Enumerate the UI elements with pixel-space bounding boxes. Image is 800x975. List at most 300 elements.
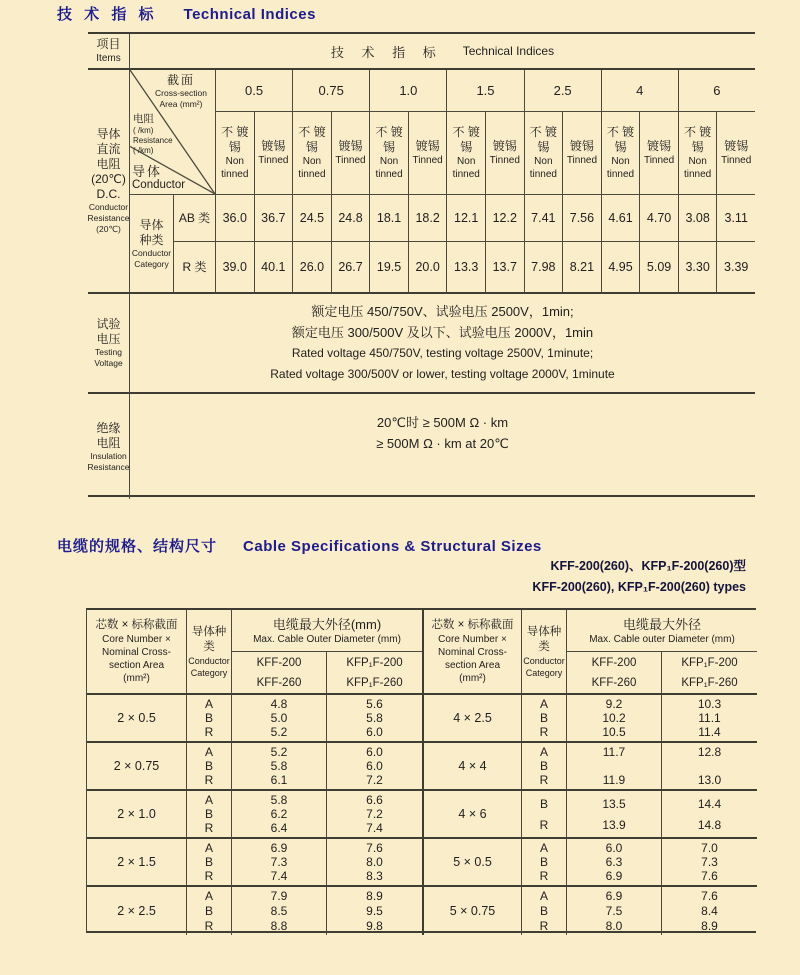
value-line: 8.4: [701, 903, 718, 918]
text-line: 锡: [383, 140, 396, 154]
text-line: 不 镀: [375, 125, 403, 139]
tinning-header: [408, 112, 447, 195]
value-line: B: [204, 855, 213, 869]
value-line: 8.3: [366, 869, 383, 883]
text-line: 导体: [139, 217, 164, 232]
resistance-value: 3.39: [716, 242, 755, 294]
text-line: 锡: [460, 140, 473, 154]
text-line: 类: [203, 640, 215, 653]
value-line: 6.0: [605, 841, 623, 855]
category-values: [522, 887, 567, 935]
text-line: tinned: [684, 169, 712, 180]
dc-resistance-label-cell: [88, 70, 130, 294]
text-line: 芯数 × 标称截面: [95, 619, 178, 631]
text-line: ≥ 500M Ω · km at 20℃: [376, 435, 509, 451]
value-line: 9.5: [366, 903, 383, 918]
resistance-value: 24.5: [292, 195, 331, 242]
testing-voltage-label-cjk: [96, 317, 120, 347]
text-line: Core Number ×: [438, 634, 507, 645]
value-line: 7.3: [701, 855, 718, 869]
value-line: 6.9: [270, 841, 288, 855]
kfp-values: [327, 839, 422, 887]
kfp-values: [662, 791, 757, 839]
kff-values: [232, 791, 327, 839]
text-line: (mm²): [459, 673, 486, 684]
text-line: Nominal Cross-: [438, 647, 507, 658]
kff-values: [567, 839, 662, 887]
types-line-en: KFF-200(260), KFP₁F-200(260) types: [532, 580, 746, 594]
items-label-cjk: [96, 37, 120, 52]
tinning-header: [292, 112, 331, 195]
value-line: 5.2: [270, 745, 288, 759]
insulation-label-en: [87, 451, 129, 473]
text-line: Tinned: [566, 155, 598, 166]
technical-indices-table: [88, 32, 755, 497]
value-line: 11.4: [698, 725, 721, 739]
size-cell: 2 × 0.75: [87, 743, 187, 791]
text-line: Conductor: [188, 655, 230, 666]
text-line: 锡: [691, 140, 704, 154]
insulation-content-cell: [130, 394, 755, 499]
text-line: ( /km): [133, 146, 154, 155]
insulation-lines: [376, 412, 509, 454]
text-line: 额定电压 450/750V、试验电压 2500V，1min;: [311, 304, 574, 319]
value-line: [662, 759, 757, 773]
text-line: Tinned: [489, 155, 520, 166]
value-line: 7.3: [270, 855, 288, 869]
text-line: Items: [96, 53, 121, 64]
dc-resistance-label-cjk: [91, 127, 126, 202]
value-line: 5.8: [270, 793, 288, 807]
value-line: 8.5: [270, 903, 288, 918]
value-line: 4.8: [270, 697, 288, 711]
text-line: Cross-section: [155, 88, 207, 98]
tinning-header: [524, 112, 563, 195]
text-line: 额定电压 300/500V 及以下、试验电压 2000V，1min: [291, 325, 594, 340]
value-line: 8.9: [366, 889, 383, 904]
text-line: 不 镀: [298, 125, 326, 139]
size-cell: 5 × 0.75: [422, 887, 522, 935]
core-size-header: [422, 610, 522, 695]
kfp-column-header: [662, 652, 757, 695]
text-line: KFF-260: [256, 676, 302, 689]
text-line: Nominal Cross-: [102, 647, 171, 658]
cross-section-header: 1.0: [369, 70, 446, 112]
text-line: (20℃): [91, 172, 126, 186]
text-line: Category: [190, 667, 228, 678]
resistance-diagonal-label: [133, 113, 173, 156]
text-line: 试验: [96, 317, 121, 331]
value-line: 5.8: [366, 711, 383, 725]
value-line: 7.6: [701, 889, 718, 904]
value-line: 10.2: [602, 711, 626, 725]
size-cell: 5 × 0.5: [422, 839, 522, 887]
testing-voltage-en-lines: [270, 343, 614, 385]
text-line: Non: [302, 156, 322, 167]
kff-values: [567, 887, 662, 935]
text-line: KFF-200: [256, 656, 302, 669]
kff-values: [232, 839, 327, 887]
section-title-technical-indices: [57, 3, 316, 24]
size-cell: 2 × 2.5: [87, 887, 187, 935]
kff-column-header: [232, 652, 327, 695]
resistance-value: 26.0: [292, 242, 331, 294]
size-cell: 4 × 2.5: [422, 695, 522, 743]
text-line: tinned: [606, 169, 635, 180]
value-line: R: [204, 725, 214, 739]
conductor-class-label: R 类: [173, 242, 215, 294]
value-line: A: [204, 697, 213, 711]
kff-values: [232, 695, 327, 743]
kfp-values: [327, 743, 422, 791]
resistance-value: 18.1: [369, 195, 408, 242]
tinning-header: [485, 112, 524, 195]
size-cell: 2 × 0.5: [87, 695, 187, 743]
cable-sizes-table: [86, 608, 756, 933]
items-header-cell: [88, 34, 130, 70]
text-line: Non: [688, 156, 707, 167]
text-line: 不 镀: [221, 125, 249, 139]
value-line: 13.9: [602, 817, 626, 832]
value-line: [567, 759, 661, 773]
value-line: A: [204, 745, 213, 759]
text-line: KFP₁F-200: [346, 656, 403, 669]
text-line: Conductor: [131, 247, 172, 258]
tinning-header: [446, 112, 485, 195]
category-header: [187, 610, 232, 695]
text-line: 绝缘: [96, 420, 121, 435]
text-line: 项目: [96, 37, 121, 51]
text-line: Core Number ×: [102, 634, 171, 645]
value-line: A: [204, 793, 213, 807]
kfp-values: [327, 887, 422, 935]
kff-column-header: [567, 652, 662, 695]
resistance-value: 36.7: [254, 195, 293, 242]
resistance-value: 40.1: [254, 242, 293, 294]
tinning-header: [215, 112, 254, 195]
value-line: 7.0: [701, 841, 718, 855]
resistance-value: 4.95: [601, 242, 640, 294]
value-line: 6.2: [270, 807, 288, 821]
value-line: 14.8: [697, 817, 722, 832]
text-line: KFF-260: [591, 676, 637, 689]
value-line: 12.8: [697, 745, 722, 759]
text-line: Non: [534, 156, 553, 167]
value-line: 7.6: [366, 841, 383, 855]
value-line: B: [204, 711, 213, 725]
text-line: 截面: [166, 73, 195, 87]
kff-values: [232, 743, 327, 791]
category-values: [187, 695, 232, 743]
value-line: 8.9: [701, 918, 718, 933]
resistance-value: 13.3: [446, 242, 485, 294]
text-line: Rated voltage 450/750V, testing voltage 2500V, 1minute;: [291, 346, 594, 360]
text-line: 电缆最大外径(mm): [272, 616, 382, 632]
text-line: KFP₁F-200: [681, 656, 738, 669]
resistance-value: 12.1: [446, 195, 485, 242]
resistance-value: 24.8: [331, 195, 370, 242]
resistance-value: 8.21: [562, 242, 601, 294]
value-line: R: [204, 869, 214, 883]
resistance-value: 4.70: [639, 195, 678, 242]
value-line: 11.9: [602, 773, 626, 787]
value-line: R: [539, 918, 549, 933]
resistance-value: 3.08: [678, 195, 717, 242]
text-line: KFP₁F-260: [346, 676, 403, 689]
kff-values: [567, 743, 662, 791]
text-line: ( /km): [133, 126, 154, 135]
resistance-value: 3.30: [678, 242, 717, 294]
value-line: 9.8: [366, 918, 383, 933]
value-line: B: [204, 903, 213, 918]
text-line: 镀锡: [724, 139, 749, 153]
tinning-header: [678, 112, 717, 195]
text-line: (mm²): [123, 673, 150, 684]
cross-section-header: 4: [601, 70, 678, 112]
text-line: 导体种: [191, 625, 227, 638]
value-line: 7.9: [270, 889, 288, 904]
value-line: B: [204, 759, 213, 773]
category-values: [187, 743, 232, 791]
category-values: [187, 839, 232, 887]
value-line: 6.0: [366, 759, 383, 773]
dc-resistance-label-en: [87, 202, 129, 235]
text-line: 镀锡: [415, 139, 440, 153]
cable-type-designations: [532, 556, 746, 598]
tinning-header: [601, 112, 640, 195]
value-line: B: [539, 855, 548, 869]
conductor-category-cjk: [139, 218, 163, 248]
conductor-diagonal-label: [132, 164, 185, 192]
value-line: B: [539, 711, 548, 725]
testing-voltage-content-cell: [130, 294, 755, 394]
category-values: [187, 791, 232, 839]
resistance-value: 5.09: [639, 242, 678, 294]
testing-voltage-label-cell: [88, 294, 130, 394]
resistance-value: 13.7: [485, 242, 524, 294]
resistance-value: 7.56: [562, 195, 601, 242]
text-line: 锡: [305, 140, 318, 154]
conductor-class-label: AB 类: [173, 195, 215, 242]
value-line: A: [539, 841, 548, 855]
value-line: 11.1: [698, 711, 721, 725]
resistance-value: 12.2: [485, 195, 524, 242]
value-line: 6.9: [605, 869, 623, 883]
text-line: 不 镀: [452, 125, 480, 139]
text-line: D.C.: [96, 187, 121, 201]
value-line: 10.5: [602, 725, 626, 739]
kfp-values: [662, 839, 757, 887]
section-title-en: Technical Indices: [183, 6, 316, 23]
kff-values: [567, 791, 662, 839]
text-line: 电阻: [96, 435, 121, 450]
value-line: R: [539, 725, 549, 739]
kfp-column-header: [327, 652, 422, 695]
cross-section-header: 1.5: [446, 70, 523, 112]
value-line: R: [539, 869, 549, 883]
resistance-value: 4.61: [601, 195, 640, 242]
text-line: 镀锡: [492, 139, 517, 153]
text-line: 直流: [96, 142, 121, 156]
kfp-values: [662, 695, 757, 743]
diagonal-header-cell: [130, 70, 215, 195]
size-cell: 4 × 6: [422, 791, 522, 839]
text-line: 导体种: [526, 625, 562, 638]
text-line: Conductor: [132, 179, 186, 191]
resistance-value: 39.0: [215, 242, 254, 294]
text-line: 不 镀: [529, 125, 558, 139]
text-line: 类: [538, 640, 550, 653]
insulation-resistance-label-cell: [88, 394, 130, 499]
value-line: 6.9: [605, 889, 623, 904]
text-line: tinned: [452, 169, 480, 180]
value-line: A: [539, 889, 548, 904]
kfp-values: [662, 887, 757, 935]
text-line: Non: [225, 156, 244, 167]
text-line: Resistance: [133, 136, 173, 145]
category-values: [522, 839, 567, 887]
text-line: Tinned: [412, 155, 443, 166]
text-line: Rated voltage 300/500V or lower, testing voltage 2000V, 1minute: [270, 367, 615, 381]
text-line: Voltage: [94, 358, 123, 368]
value-line: 6.0: [366, 725, 383, 739]
value-line: 5.8: [270, 759, 288, 773]
value-line: 6.3: [605, 855, 623, 869]
text-line: 电阻: [96, 157, 121, 171]
value-line: A: [539, 745, 548, 759]
value-line: 5.0: [270, 711, 288, 725]
value-line: A: [204, 841, 213, 855]
value-line: 7.2: [366, 807, 383, 821]
category-values: [522, 791, 567, 839]
text-line: 锡: [228, 140, 241, 154]
size-cell: 2 × 1.5: [87, 839, 187, 887]
kfp-values: [662, 743, 757, 791]
text-line: 不 镀: [606, 125, 635, 139]
value-line: 7.5: [605, 903, 623, 918]
testing-voltage-cjk-lines: [292, 301, 593, 343]
text-line: Max. Cable Outer Diameter (mm): [253, 633, 401, 645]
text-line: 镀锡: [569, 139, 594, 153]
value-line: B: [539, 759, 548, 773]
category-values: [522, 695, 567, 743]
cross-section-diagonal-label: [150, 73, 212, 109]
size-cell: 2 × 1.0: [87, 791, 187, 839]
text-line: Non: [611, 156, 630, 167]
text-line: Tinned: [335, 155, 366, 166]
items-label-en: [96, 52, 120, 65]
conductor-category-en: [132, 248, 171, 270]
value-line: 5.2: [270, 725, 288, 739]
value-line: 13.5: [602, 796, 626, 811]
value-line: 10.3: [697, 697, 722, 711]
text-line: 电压: [96, 332, 121, 346]
value-line: 9.2: [605, 697, 623, 711]
tinning-header: [716, 112, 755, 195]
section2-title-cjk: 电缆的规格、结构尺寸: [57, 538, 218, 555]
testing-voltage-label-en: [94, 347, 122, 369]
value-line: 8.0: [605, 918, 623, 933]
text-line: Category: [134, 258, 169, 269]
value-line: 7.2: [366, 773, 383, 787]
resistance-value: 3.11: [716, 195, 755, 242]
tinning-header: [369, 112, 408, 195]
text-line: Testing: [95, 347, 122, 357]
text-line: 20℃时 ≥ 500M Ω · km: [376, 414, 509, 430]
text-line: 芯数 × 标称截面: [431, 619, 514, 631]
value-line: 13.0: [697, 773, 722, 787]
diameter-header: [567, 610, 757, 652]
text-line: Category: [525, 667, 563, 678]
text-line: Non: [379, 156, 399, 167]
technical-indices-header-cell: [130, 34, 755, 70]
text-line: 镀锡: [647, 139, 672, 153]
text-line: 不 镀: [683, 125, 712, 139]
value-line: 6.4: [270, 821, 288, 835]
category-values: [522, 743, 567, 791]
diameter-header: [232, 610, 422, 652]
resistance-value: 19.5: [369, 242, 408, 294]
insulation-label-cjk: [96, 421, 120, 451]
kff-values: [232, 887, 327, 935]
text-line: 镀锡: [261, 139, 286, 153]
resistance-value: 7.41: [524, 195, 563, 242]
tinning-header: [639, 112, 678, 195]
resistance-value: 18.2: [408, 195, 447, 242]
tinning-header: [254, 112, 293, 195]
text-line: tinned: [221, 169, 249, 180]
resistance-value: 26.7: [331, 242, 370, 294]
value-line: B: [539, 796, 548, 811]
category-values: [187, 887, 232, 935]
text-line: 镀锡: [338, 139, 363, 153]
value-line: 5.6: [366, 697, 383, 711]
value-line: B: [204, 807, 213, 821]
cross-section-header: 0.5: [215, 70, 292, 112]
text-line: Insulation: [90, 450, 127, 461]
value-line: 7.4: [366, 821, 383, 835]
size-cell: 4 × 4: [422, 743, 522, 791]
kfp-values: [327, 791, 422, 839]
text-line: section Area: [444, 660, 501, 671]
text-line: 电缆最大外径: [622, 616, 701, 632]
core-size-header: [87, 610, 187, 695]
text-line: Max. Cable outer Diameter (mm): [589, 633, 735, 645]
cross-section-header: 2.5: [524, 70, 601, 112]
text-line: 导体: [96, 127, 121, 141]
resistance-value: 20.0: [408, 242, 447, 294]
value-line: 6.6: [366, 793, 383, 807]
value-line: 8.8: [270, 918, 288, 933]
value-line: 14.4: [697, 796, 722, 811]
section2-title-en: Cable Specifications & Structural Sizes: [243, 538, 542, 555]
category-header: [522, 610, 567, 695]
text-line: 导体: [132, 164, 163, 179]
text-line: Non: [457, 156, 476, 167]
conductor-category-cell: [130, 195, 173, 294]
resistance-value: 36.0: [215, 195, 254, 242]
text-line: Tinned: [258, 155, 289, 166]
text-line: Tinned: [643, 155, 675, 166]
text-line: tinned: [529, 169, 557, 180]
kff-values: [567, 695, 662, 743]
tinning-header: [562, 112, 601, 195]
text-line: 电阻: [133, 113, 154, 125]
section-title-cjk: 技 术 指 标: [57, 6, 158, 23]
value-line: A: [204, 889, 213, 904]
text-line: Resistance: [87, 213, 130, 223]
text-line: 种类: [139, 232, 164, 247]
